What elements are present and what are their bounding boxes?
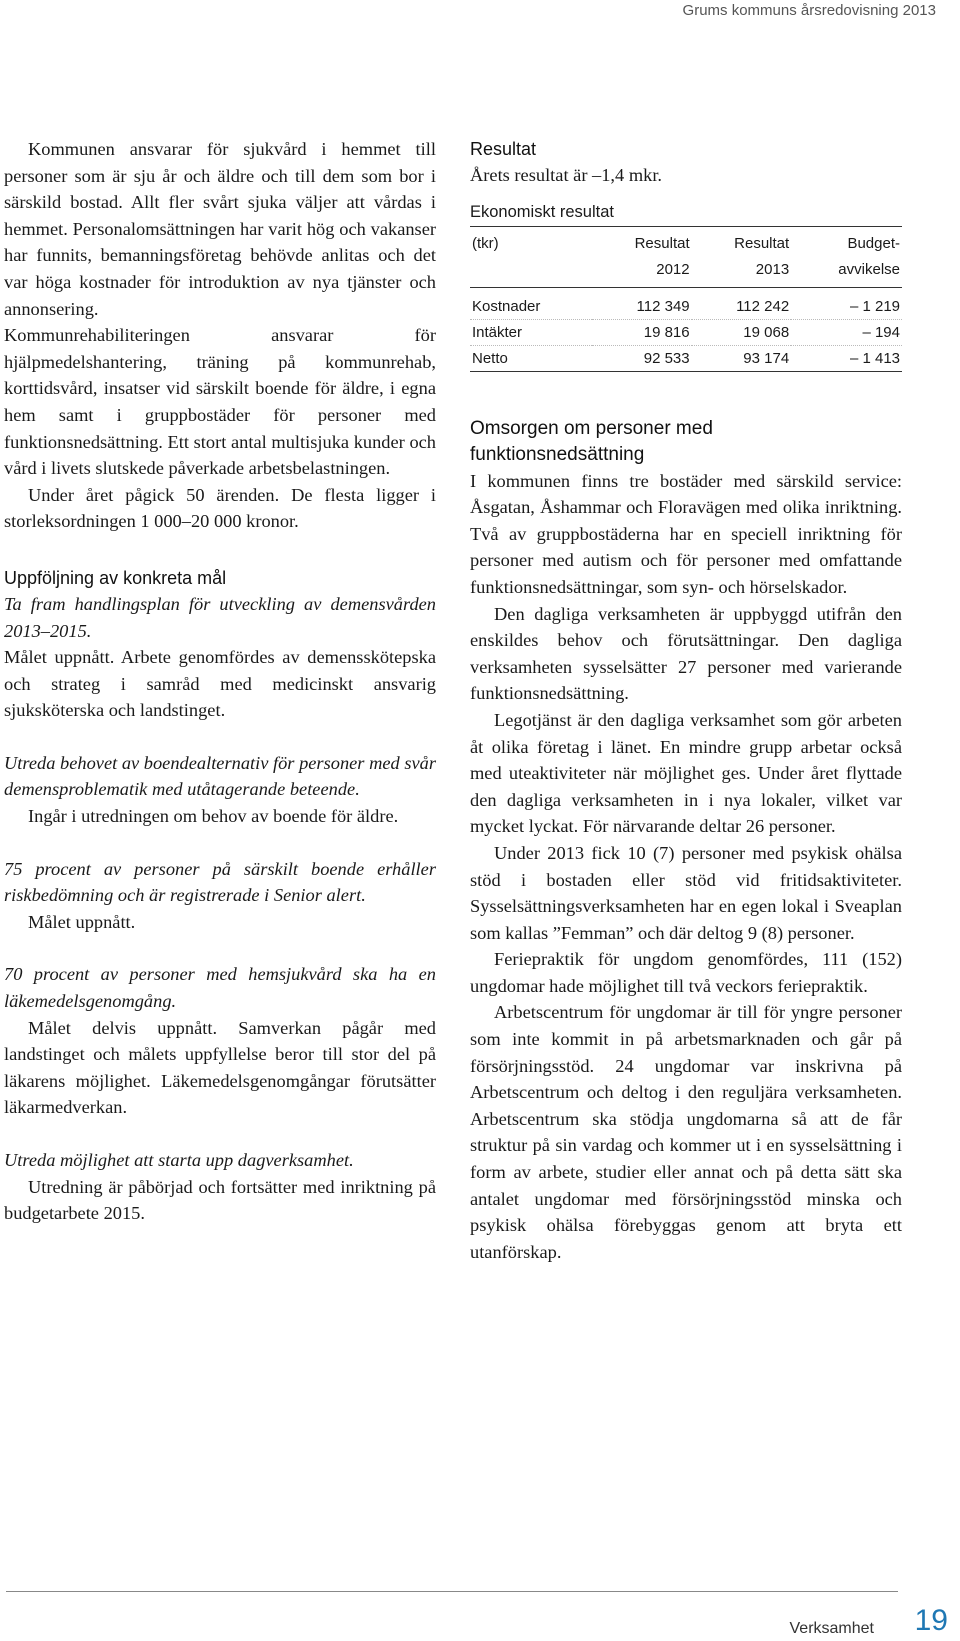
goal-4: 70 procent av personer med hemsjukvård ska ha en läkemedelsgenomgång. [4,964,436,1012]
table-cell: 93 174 [692,345,792,371]
table-cell: Netto [470,345,592,371]
goal-1-result: Målet uppnått. Arbete genomfördes av demensskötерska och strateg i samråd med medicinskt ansvarig sjuksköterska och landstinget. [4,647,436,721]
care-paragraph-legotjanst: Legotjänst är den dagliga verksamhet som gör arbeten åt olika företag i länet. En mindre grupp arbetar också med uteaktiviteter när möjlighet ges. Under året flyttade den dagliga verksamheten in i nya lokaler, vilket var mycket lyckat. För närvarande deltar 26 personer. [470,709,902,837]
footer-section-label: Verksamhet [789,1620,874,1637]
care-paragraph-mental-health: Under 2013 fick 10 (7) personer med psykisk ohälsa stöd i bostaden eller stöd vid fritidsaktiviteter. Sysselsättningsverksamheten har en egen lokal i Sveaplan som kallas ”Femman” och där deltog 9 (8) personer. [470,842,902,943]
table-cell: Kostnader [470,287,592,319]
care-paragraph-housing: I kommunen finns tre bostäder med särskild service: Åsgatan, Åshammar och Floravägen med olika inriktning. Två av gruppbostäderna har en speciell inriktning för personer med autism och för personer med omfattande funktionsnedsättningar, som syn- och hörselskador. [470,470,902,597]
running-header: Grums kommuns årsredovisning 2013 [682,2,936,19]
table-cell: 92 533 [592,345,692,371]
intro-paragraph-home-care: Kommunen ansvarar för sjukvård i hemmet till personer som är sju år och äldre och till dem som bor i särskild bostad. Allt fler svårt sjuka väljer att vårdas i hemmet. Personalomsättningen har varit hög och vakanser har funnits, bemanningsföretag behövde anlitas och det var höga kostnader för introduktion av nya tjänster och annonsering. [4,139,436,319]
table-cell: – 1 413 [791,345,902,371]
goal-4-result: Målet delvis uppnått. Samverkan pågår med landstinget och målets uppfyllelse beror till stor del på läkarens möjlighet. Läkemedelsgenomgångar förutsätter läkarmedverkan. [4,1017,436,1118]
care-paragraph-feriepraktik: Feriepraktik för ungdom genomfördes, 111 (152) ungdomar hade möjlighet till två veckors feriepraktik. [470,949,902,996]
right-column [470,136,902,1265]
care-heading: Omsorgen om personer med funktionsnedsättning [470,417,713,465]
care-paragraph-arbetscentrum: Arbetscentrum för ungdomar är till för yngre personer som inte kommit in på arbetsmarknaden och går på försörjningsstöd. 24 ungdomar var inskrivna på Arbetscentrum och deltog i den reguljära verksamheten. Arbetscentrum ska stödja ungdomarna så att de får struktur på sin vardag och kommer ut i en sysselsättning i form av arbete, studier eller annat och på detta sätt ska antalet ungdomar med försörjningsstöd minska och psykisk ohälsa förebyggas genom att bryta ett utanförskap. [470,1002,902,1262]
table-header-row [470,227,902,288]
goal-2: Utreda behovet av boendealternativ för personer med svår demensproblematik med utåtagerande beteende. [4,752,436,800]
goal-1: Ta fram handlingsplan för utveckling av demensvården 2013–2015. [4,593,436,641]
table-cell: – 194 [791,319,902,345]
table-row [470,319,902,345]
table-title: Ekonomiskt resultat [470,203,902,227]
goal-5: Utreda möjlighet att starta upp dagverksamhet. [4,1150,354,1170]
economic-result-table [470,227,902,372]
goal-2-result: Ingår i utredningen om behov av boende för äldre. [28,806,399,827]
table-cell: 19 816 [592,319,692,345]
col-header-result-2013: Resultat 2013 [734,234,790,278]
goal-3: 75 procent av personer på särskilt boende erhåller riskbedömning och är registrerade i Senior alert. [4,858,436,906]
table-cell: 112 242 [692,287,792,319]
result-text: Årets resultat är –1,4 mkr. [470,165,663,185]
paragraph-rehabilitation: Kommunrehabiliteringen ansvarar för hjälpmedelshantering, träning på kommunrehab, korttidsvård, insatser vid särskilt boende för äldre, i egna hem samt i gruppbostäder för personer med funktionsnedsättning. Ett stort antal multisjuka kunder och vård i livets slutskede påverkade arbetsbelastningen. [4,325,436,479]
col-header-unit: (tkr) [472,234,499,252]
table-cell: 112 349 [592,287,692,319]
footer-divider [6,1591,898,1592]
col-header-budget-deviation: Budget- avvikelse [838,234,900,278]
page-number: 19 [914,1604,948,1637]
paragraph-cases: Under året pågick 50 ärenden. De flesta ligger i storleksordningen 1 000–20 000 kronor. [4,484,436,532]
table-row [470,287,902,319]
goal-5-result: Utredning är påbörjad och fortsätter med inriktning på budgetarbete 2015. [4,1176,436,1224]
goal-3-result: Målet uppnått. [28,911,136,932]
care-paragraph-daily-activity: Den dagliga verksamheten är uppbyggd utifrån den enskildes behov och förutsättningar. Den dagliga verksamheten sysselsätter 27 personer med varierande funktionsnedsättning. [470,603,902,704]
goals-heading: Uppföljning av konkreta mål [4,567,227,588]
table-cell: – 1 219 [791,287,902,319]
left-column [4,136,436,1227]
result-heading: Resultat [470,139,537,159]
table-cell: Intäkter [470,319,592,345]
table-cell: 19 068 [692,319,792,345]
col-header-result-2012: Resultat 2012 [634,234,690,278]
table-row [470,345,902,371]
